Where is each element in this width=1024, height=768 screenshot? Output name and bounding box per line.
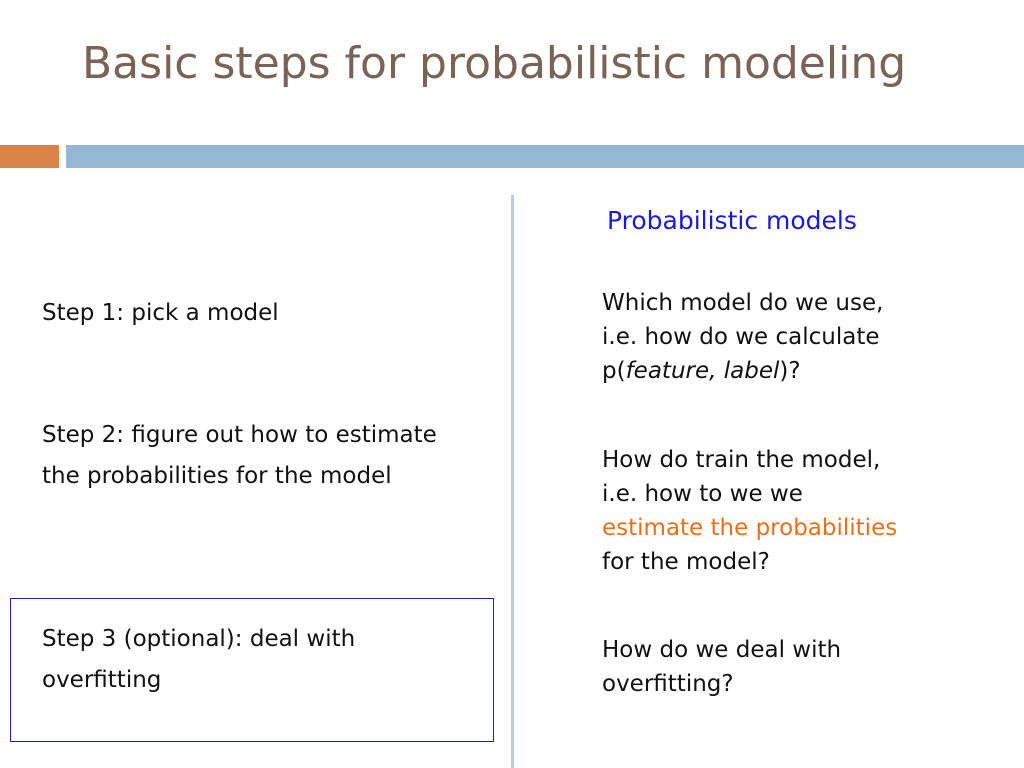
question-model-line-3	[602, 354, 1002, 388]
question-train-line-2: i.e. how to we we	[602, 481, 803, 507]
slide-title: Basic steps for probabilistic modeling	[82, 38, 907, 89]
step-1-text: Step 1: pick a model	[42, 300, 279, 326]
question-model-line-2: i.e. how do we calculate	[602, 324, 880, 350]
question-model-line-1: Which model do we use,	[602, 290, 884, 316]
question-train	[602, 443, 1002, 579]
step-2-text: Step 2: figure out how to estimate the probabilities for the model	[42, 422, 437, 489]
p-args: feature, label	[625, 358, 780, 384]
question-overfitting-line-2: overfitting?	[602, 671, 734, 697]
step-3-text: Step 3 (optional): deal with overfitting	[42, 626, 356, 693]
p-close: )?	[779, 358, 801, 384]
right-column-heading: Probabilistic models	[607, 206, 857, 235]
question-train-highlight: estimate the probabilities	[602, 515, 898, 541]
column-divider	[511, 195, 514, 768]
question-overfitting	[602, 633, 1002, 701]
question-train-line-1: How do train the model,	[602, 447, 881, 473]
p-open: p(	[602, 358, 626, 384]
question-train-line-4: for the model?	[602, 549, 770, 575]
question-model	[602, 286, 1002, 388]
accent-bar-blue	[66, 145, 1024, 168]
accent-bar-orange	[0, 145, 59, 168]
question-overfitting-line-1: How do we deal with	[602, 637, 842, 663]
